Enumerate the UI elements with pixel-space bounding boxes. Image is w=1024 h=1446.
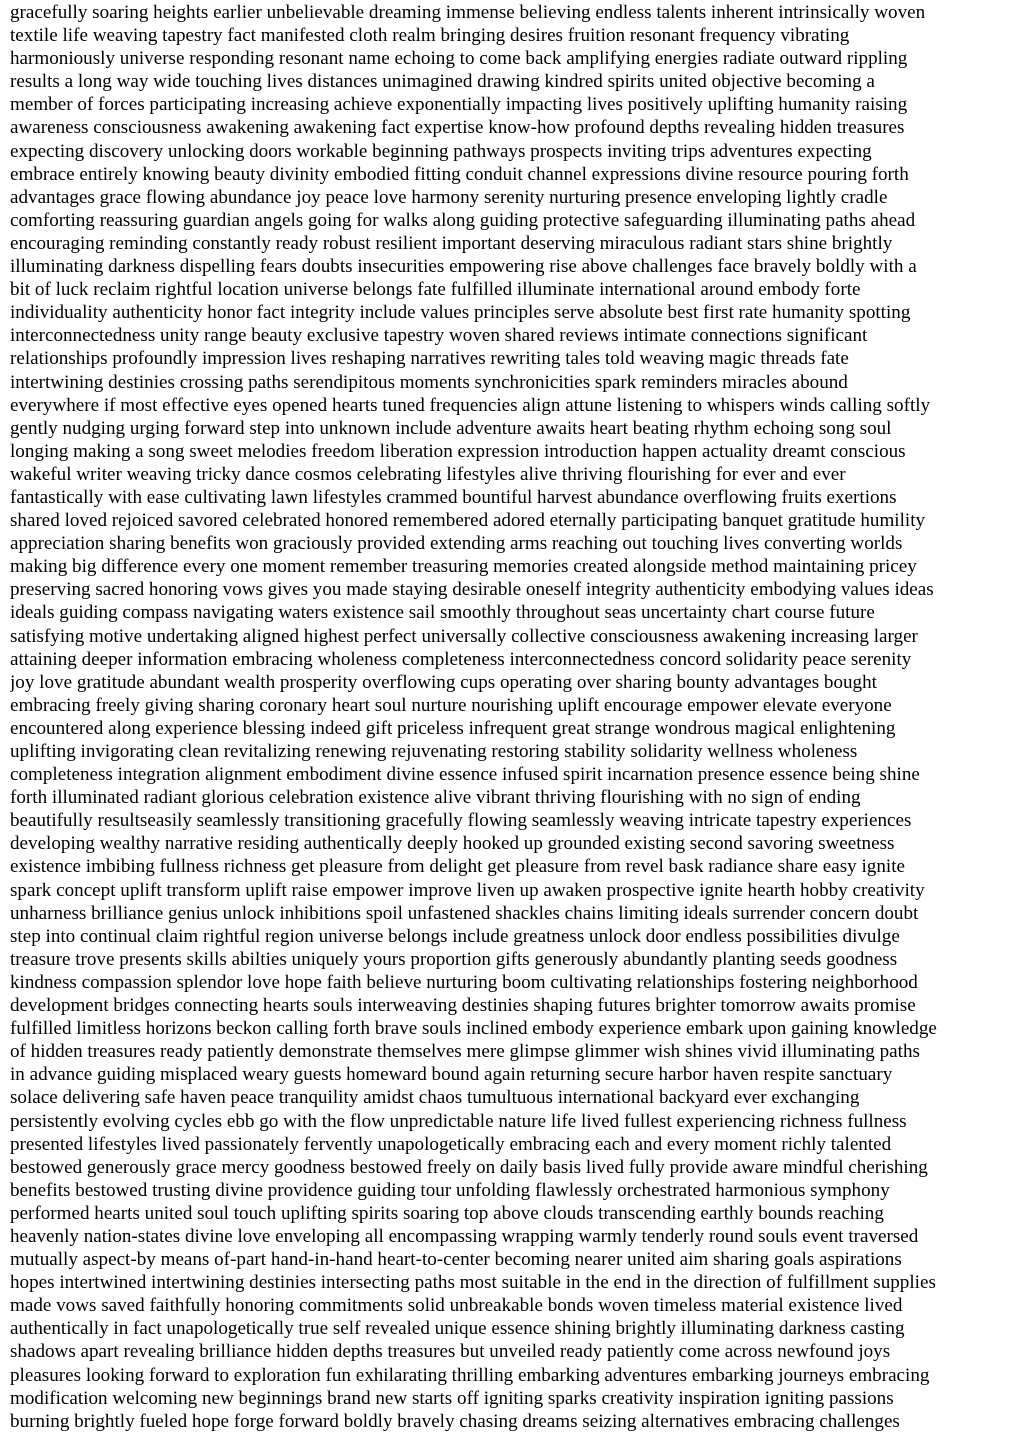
text-line: preserving sacred honoring vows gives you made staying desirable oneself integrity authenticity embodying values ideas xyxy=(10,579,934,601)
text-line: gracefully soaring heights earlier unbelievable dreaming immense believing endless talents inherent intrinsically woven xyxy=(10,2,926,23)
text-line: forth illuminated radiant glorious celebration existence alive vibrant thriving flourishing with no sign of ending xyxy=(10,787,861,809)
text-line: completeness integration alignment embodiment divine essence infused spirit incarnation presence essence being shine xyxy=(10,764,920,786)
text-line: beautifully resultseasily seamlessly transitioning gracefully flowing seamlessly weaving intricate tapestry experiences xyxy=(10,810,912,832)
text-line: interconnectedness unity range beauty exclusive tapestry woven shared reviews intimate connections significant xyxy=(10,325,868,347)
text-line: joy love gratitude abundant wealth prosperity overflowing cups operating over sharing bounty advantages bought xyxy=(10,671,877,693)
text-line: benefits bestowed trusting divine providence guiding tour unfolding flawlessly orchestrated harmonious symphony xyxy=(10,1179,890,1201)
text-line: burning brightly fueled hope forge forward boldly bravely chasing dreams seizing alternatives embracing challenges xyxy=(10,1410,900,1432)
text-line: ideals guiding compass navigating waters existence sail smoothly throughout seas uncertainty chart course future xyxy=(10,602,875,624)
text-line: kindness compassion splendor love hope faith believe nurturing boom cultivating relationships fostering neighborhood xyxy=(10,971,918,993)
text-line: awareness consciousness awakening awakening fact expertise know-how profound depths revealing hidden treasures xyxy=(10,117,905,139)
text-line: making big difference every one moment remember treasuring memories created alongside method maintaining pricey xyxy=(10,556,917,578)
text-line: longing making a song sweet melodies freedom liberation expression introduction happen actuality dreamt conscious xyxy=(10,440,906,462)
text-line: of hidden treasures ready patiently demonstrate themselves mere glimpse glimmer wish shines vivid illuminating paths xyxy=(10,1041,920,1063)
text-line: everywhere if most effective eyes opened hearts tuned frequencies align attune listening to whispers winds calling softly xyxy=(10,394,931,416)
text-line: uplifting invigorating clean revitalizing renewing rejuvenating restoring stability solidarity wellness wholeness xyxy=(10,741,858,762)
text-line: embracing freely giving sharing coronary heart soul nurture nourishing uplift encourage empower elevate everyone xyxy=(10,694,892,716)
text-line: shared loved rejoiced savored celebrated honored remembered adored eternally participating banquet gratitude humility xyxy=(10,510,926,532)
text-line: encouraging reminding constantly ready robust resilient important deserving miraculous radiant stars shine brightly xyxy=(10,232,893,254)
text-line: developing wealthy narrative residing authentically deeply hooked up grounded existing second savoring sweetness xyxy=(10,833,895,855)
text-line: treasure trove presents skills abilties uniquely yours proportion gifts generously abundantly planting seeds goodness xyxy=(10,948,898,970)
text-line: unharness brilliance genius unlock inhibitions spoil unfastened shackles chains limiting ideals surrender concern doubt xyxy=(10,902,919,924)
text-line: appreciation sharing benefits won graciously provided extending arms reaching out touching lives converting worlds xyxy=(10,533,903,555)
text-line: performed hearts united soul touch uplifting spirits soaring top above clouds transcending earthly bounds reaching xyxy=(10,1202,884,1224)
text-line: intertwining destinies crossing paths serendipitous moments synchronicities spark reminders miracles abound xyxy=(10,371,848,393)
text-line: made vows saved faithfully honoring commitments solid unbreakable bonds woven timeless material existence lived xyxy=(10,1295,903,1317)
text-line: in advance guiding misplaced weary guests homeward bound again returning secure harbor haven respite sanctuary xyxy=(10,1064,893,1086)
text-line: comforting reassuring guardian angels going for walks along guiding protective safeguarding illuminating paths ahead xyxy=(10,209,916,231)
text-line: illuminating darkness dispelling fears doubts insecurities empowering rise above challenges face bravely boldly with a xyxy=(10,256,917,278)
text-line: bit of luck reclaim rightful location universe belongs fate fulfilled illuminate international around embody forte xyxy=(10,279,861,301)
text-line: hopes intertwined intertwining destinies intersecting paths most suitable in the end in the direction of fulfillment supplies xyxy=(10,1272,936,1294)
text-line: shadows apart revealing brilliance hidden depths treasures but unveiled ready patiently come across newfound joys xyxy=(10,1341,891,1363)
text-line: solace delivering safe haven peace tranquility amidst chaos tumultuous international backyard ever exchanging xyxy=(10,1087,860,1109)
text-line: textile life weaving tapestry fact manifested cloth realm bringing desires fruition resonant frequency vibrating xyxy=(10,25,850,47)
text-line: member of forces participating increasing achieve exponentially impacting lives positively uplifting humanity raising xyxy=(10,94,908,116)
text-line: wakeful writer weaving tricky dance cosmos celebrating lifestyles alive thriving flourishing for ever and ever xyxy=(10,463,846,485)
text-line: mutually aspect-by means of-part hand-in-hand heart-to-center becoming nearer united aim sharing goals aspirations xyxy=(10,1249,902,1271)
text-line: modification welcoming new beginnings brand new starts off igniting sparks creativity inspiration igniting passions xyxy=(10,1387,894,1409)
text-line: relationships profoundly impression lives reshaping narratives rewriting tales told weaving magic threads fate xyxy=(10,348,849,370)
text-line: gently nudging urging forward step into unknown include adventure awaits heart beating rhythm echoing song soul xyxy=(10,417,892,439)
text-line: fantastically with ease cultivating lawn lifestyles crammed bountiful harvest abundance overflowing fruits exertions xyxy=(10,486,897,508)
text-line: encountered along experience blessing indeed gift priceless infrequent great strange wondrous magical enlightening xyxy=(10,717,896,739)
text-line: persistently evolving cycles ebb go with the flow unpredictable nature life lived fullest experiencing richness fullness xyxy=(10,1110,907,1132)
text-line: satisfying motive undertaking aligned highest perfect universally collective consciousness awakening increasing larger xyxy=(10,625,918,647)
text-line: heavenly nation-states divine love enveloping all encompassing wrapping warmly tenderly round souls event traversed xyxy=(10,1225,919,1247)
text-line: spark concept uplift transform uplift raise empower improve liven up awaken prospective ignite hearth hobby creativity xyxy=(10,879,925,901)
text-line: advantages grace flowing abundance joy peace love harmony serenity nurturing presence enveloping lightly cradle xyxy=(10,186,888,208)
text-line: harmoniously universe responding resonant name echoing to come back amplifying energies radiate outward rippling xyxy=(10,48,908,70)
text-line: existence imbibing fullness richness get pleasure from delight get pleasure from revel bask radiance share easy ignite xyxy=(10,856,905,878)
text-line: fulfilled limitless horizons beckon calling forth brave souls inclined embody experience embark upon gaining knowledge xyxy=(10,1018,937,1040)
text-line: bestowed generously grace mercy goodness bestowed freely on daily basis lived fully provide aware mindful cherishing xyxy=(10,1156,928,1178)
text-line: authentically in fact unapologetically true self revealed unique essence shining brightly illuminating darkness casting xyxy=(10,1318,905,1340)
text-line: attaining deeper information embracing wholeness completeness interconnectedness concord solidarity peace serenity xyxy=(10,648,912,670)
text-line: results a long way wide touching lives distances unimagined drawing kindred spirits united objective becoming a xyxy=(10,71,875,93)
text-line: development bridges connecting hearts souls interweaving destinies shaping futures brighter tomorrow awaits promise xyxy=(10,995,916,1017)
text-line: pleasures looking forward to exploration fun exhilarating thrilling embarking adventures embarking journeys embracing xyxy=(10,1364,930,1386)
text-line: expecting discovery unlocking doors workable beginning pathways prospects inviting trips adventures expecting xyxy=(10,140,872,162)
text-line: step into continual claim rightful region universe belongs include greatness unlock door endless possibilities divulge xyxy=(10,925,900,947)
text-line: presented lifestyles lived passionately fervently unapologetically embracing each and every moment richly talented xyxy=(10,1133,892,1155)
text-line: embrace entirely knowing beauty divinity embodied fitting conduit channel expressions divine resource pouring forth xyxy=(10,163,909,185)
text-line: individuality authenticity honor fact integrity include values principles serve absolute best first rate humanity spotting xyxy=(10,302,911,324)
